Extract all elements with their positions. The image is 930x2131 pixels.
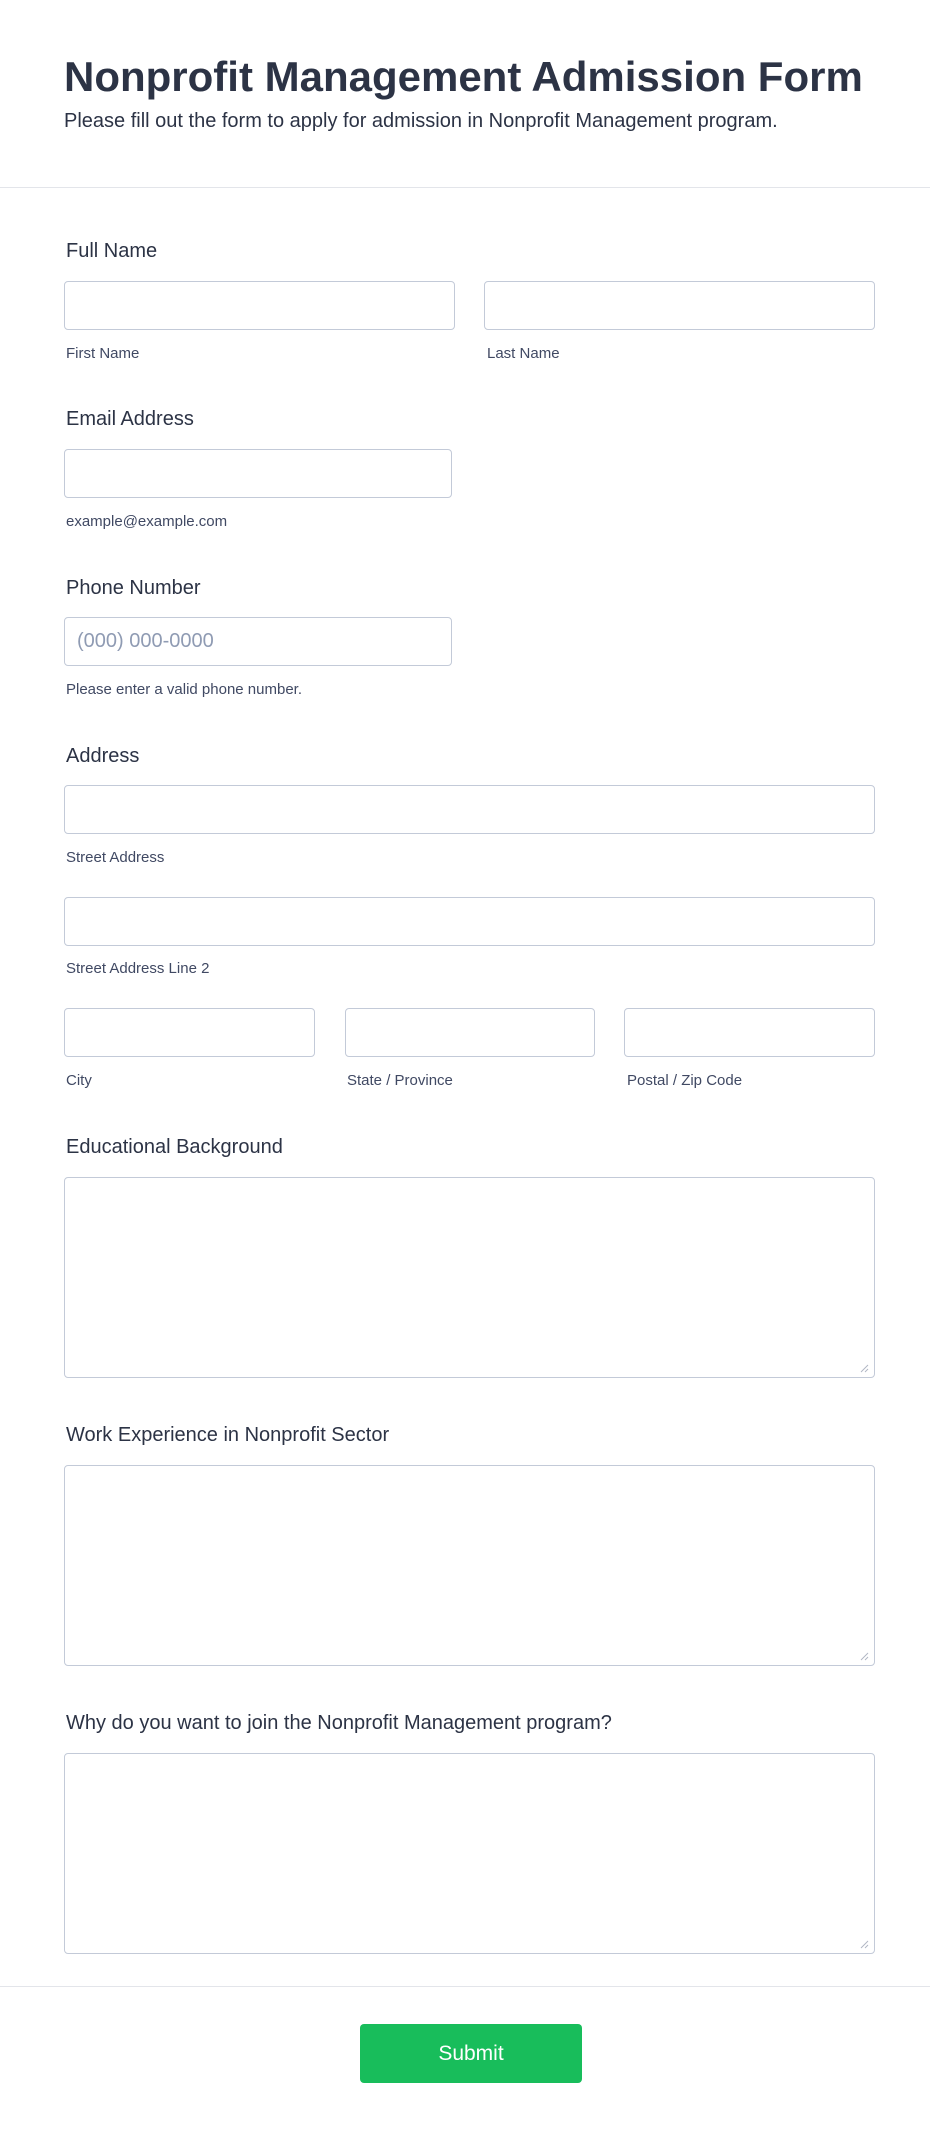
city-sublabel: City [66,1072,92,1089]
street-address-input[interactable] [64,785,875,834]
experience-label: Work Experience in Nonprofit Sector [66,1424,390,1446]
city-input[interactable] [64,1008,315,1057]
form-header [0,0,930,188]
first-name-sublabel: First Name [66,345,140,362]
phone-input[interactable] [64,617,452,666]
postal-code-sublabel: Postal / Zip Code [627,1072,743,1089]
first-name-input[interactable] [64,281,455,330]
submit-button[interactable]: Submit [360,2024,582,2083]
education-label: Educational Background [66,1136,283,1158]
page-title: Nonprofit Management Admission Form [64,53,863,100]
street-address-line2-input[interactable] [64,897,875,946]
resize-grip-icon[interactable] [860,1940,869,1949]
last-name-sublabel: Last Name [487,345,560,362]
email-input[interactable] [64,449,452,498]
experience-textarea[interactable] [64,1465,875,1666]
email-label: Email Address [66,408,194,430]
street-address-sublabel: Street Address [66,849,165,866]
full-name-label: Full Name [66,240,158,262]
resize-grip-icon[interactable] [860,1652,869,1661]
footer-divider [0,1986,930,1987]
resize-grip-icon[interactable] [860,1364,869,1373]
state-input[interactable] [345,1008,595,1057]
motivation-textarea[interactable] [64,1753,875,1954]
last-name-input[interactable] [484,281,875,330]
phone-sublabel: Please enter a valid phone number. [66,681,302,698]
email-sublabel: example@example.com [66,513,228,530]
phone-label: Phone Number [66,577,201,599]
education-textarea[interactable] [64,1177,875,1378]
motivation-label: Why do you want to join the Nonprofit Management program? [66,1712,612,1734]
postal-code-input[interactable] [624,1008,875,1057]
page-subtitle: Please fill out the form to apply for admission in Nonprofit Management program. [64,110,778,132]
address-label: Address [66,745,140,767]
street-address-line2-sublabel: Street Address Line 2 [66,960,210,977]
state-sublabel: State / Province [347,1072,453,1089]
